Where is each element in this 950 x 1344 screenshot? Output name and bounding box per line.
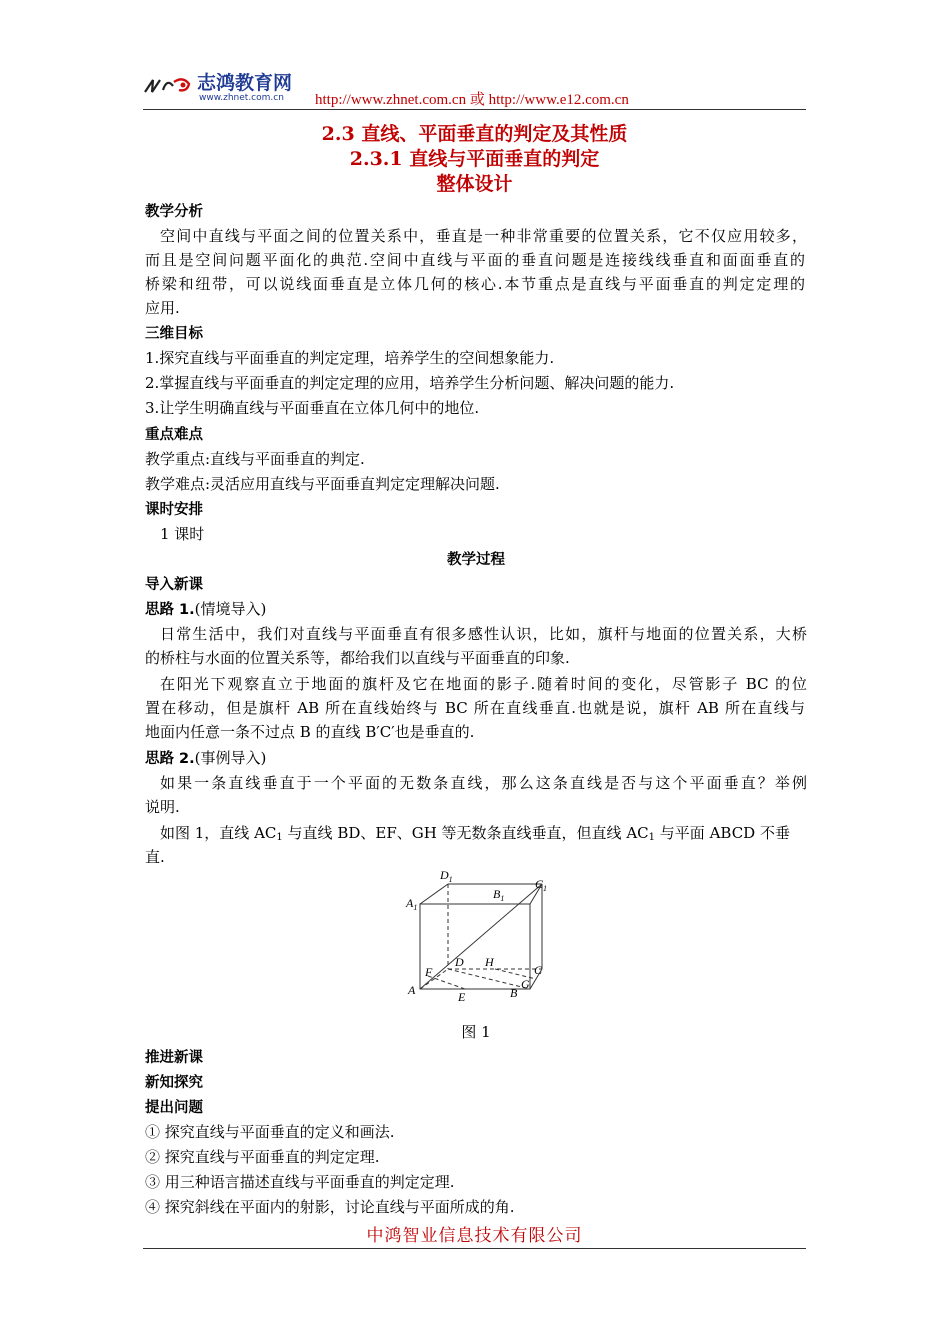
idea1-line	[145, 597, 807, 622]
idea2-figure-ref: 如图 1，直线 $AC_1$ 与直线 BD、EF、GH 等无数条直线垂直，但直线 $AC_1$ 与平面 ABCD 不垂	[160, 824, 790, 843]
footer-company: 中鸿智业信息技术有限公司	[366, 1226, 583, 1246]
question-item: ④ 探究斜线在平面内的射影，讨论直线与平面所成的角.	[145, 1198, 515, 1216]
label-B: B	[510, 986, 518, 1000]
idea2-paragraph: 直.	[145, 848, 165, 866]
label-F: F	[425, 965, 433, 979]
key-point: 教学重点:直线与平面垂直的判定.	[145, 450, 365, 468]
design-title: 整体设计	[436, 173, 513, 195]
difficult-point: 教学难点:灵活应用直线与平面垂直判定定理解决问题.	[145, 475, 500, 493]
goal-item: 2.掌握直线与平面垂直的判定定理的应用，培养学生分析问题、解决问题的能力.	[145, 374, 675, 392]
question-item: ① 探究直线与平面垂直的定义和画法.	[145, 1123, 395, 1141]
idea1-paragraph: 地面内任意一条不过点 B 的直线 B′C′也是垂直的.	[145, 723, 475, 741]
idea2-type: (事例导入)	[194, 749, 267, 767]
analysis-line: 空间中直线与平面之间的位置关系中，垂直是一种非常重要的位置关系，它不仅应用较多，	[160, 227, 807, 245]
label-B1: $B_1$	[493, 887, 505, 903]
schedule-value: 1 课时	[160, 525, 205, 543]
goals-heading: 三维目标	[145, 326, 203, 342]
idea2-label: 思路 2.	[145, 751, 195, 767]
label-E: E	[458, 990, 466, 1004]
figure-caption: 图 1	[461, 1023, 491, 1041]
analysis-heading: 教学分析	[145, 204, 203, 220]
idea1-type: (情境导入)	[194, 600, 267, 618]
subsection-title: 2.3.1 直线与平面垂直的判定	[349, 148, 600, 170]
analysis-line: 而且是空间问题平面化的典范.空间中直线与平面的垂直问题是连接线线垂直和面面垂直的	[145, 251, 805, 269]
advance-heading: 推进新课	[145, 1050, 203, 1066]
label-C: C	[534, 963, 543, 977]
page-header	[143, 66, 806, 110]
idea1-paragraph: 的桥柱与水面的位置关系等，都给我们以直线与平面垂直的印象.	[145, 649, 570, 667]
logo-name: 志鸿教育网	[197, 72, 293, 94]
cube-figure	[400, 866, 560, 1006]
intro-heading: 导入新课	[145, 577, 203, 593]
logo-mark-icon	[143, 74, 195, 98]
label-A: A	[408, 983, 416, 997]
idea1-paragraph: 置在移动，但是旗杆 AB 所在直线始终与 BC 所在直线垂直.也就是说，旗杆 AB 所在直线与	[145, 699, 805, 717]
idea1-label: 思路 1.	[145, 602, 195, 618]
analysis-line: 应用.	[145, 299, 180, 317]
question-item: ② 探究直线与平面垂直的判定定理.	[145, 1148, 380, 1166]
label-A1: $A_1$	[406, 896, 418, 912]
label-G: G	[521, 977, 530, 991]
header-divider	[143, 109, 806, 110]
label-D1: $D_1$	[440, 868, 453, 884]
idea2-paragraph: 说明.	[145, 798, 180, 816]
questions-heading: 提出问题	[145, 1100, 203, 1116]
goal-item: 3.让学生明确直线与平面垂直在立体几何中的地位.	[145, 399, 480, 417]
label-D: D	[455, 955, 464, 969]
analysis-line: 桥梁和纽带，可以说线面垂直是立体几何的核心.本节重点是直线与平面垂直的判定定理的	[145, 275, 805, 293]
idea1-paragraph: 日常生活中，我们对直线与平面垂直有很多感性认识，比如，旗杆与地面的位置关系，大桥	[160, 625, 807, 643]
logo-url: www.zhnet.com.cn	[199, 93, 284, 103]
header-links[interactable]: http://www.zhnet.com.cn 或 http://www.e12.com.cn	[315, 92, 629, 108]
keypoints-heading: 重点难点	[145, 427, 203, 443]
question-item: ③ 用三种语言描述直线与平面垂直的判定定理.	[145, 1173, 455, 1191]
label-H: H	[485, 955, 494, 969]
idea2-paragraph: 如果一条直线垂直于一个平面的无数条直线，那么这条直线是否与这个平面垂直？举例	[160, 774, 807, 792]
section-title: 2.3 直线、平面垂直的判定及其性质	[321, 123, 628, 145]
schedule-heading: 课时安排	[145, 502, 203, 518]
process-heading: 教学过程	[447, 552, 505, 568]
explore-heading: 新知探究	[145, 1075, 203, 1091]
idea2-line	[145, 746, 807, 771]
idea1-paragraph: 在阳光下观察直立于地面的旗杆及它在地面的影子.随着时间的变化，尽管影子 BC 的位	[160, 675, 807, 693]
label-C1: $C_1$	[535, 877, 548, 893]
site-logo[interactable]	[143, 68, 318, 108]
goal-item: 1.探究直线与平面垂直的判定定理，培养学生的空间想象能力.	[145, 349, 555, 367]
footer-divider	[143, 1248, 806, 1249]
